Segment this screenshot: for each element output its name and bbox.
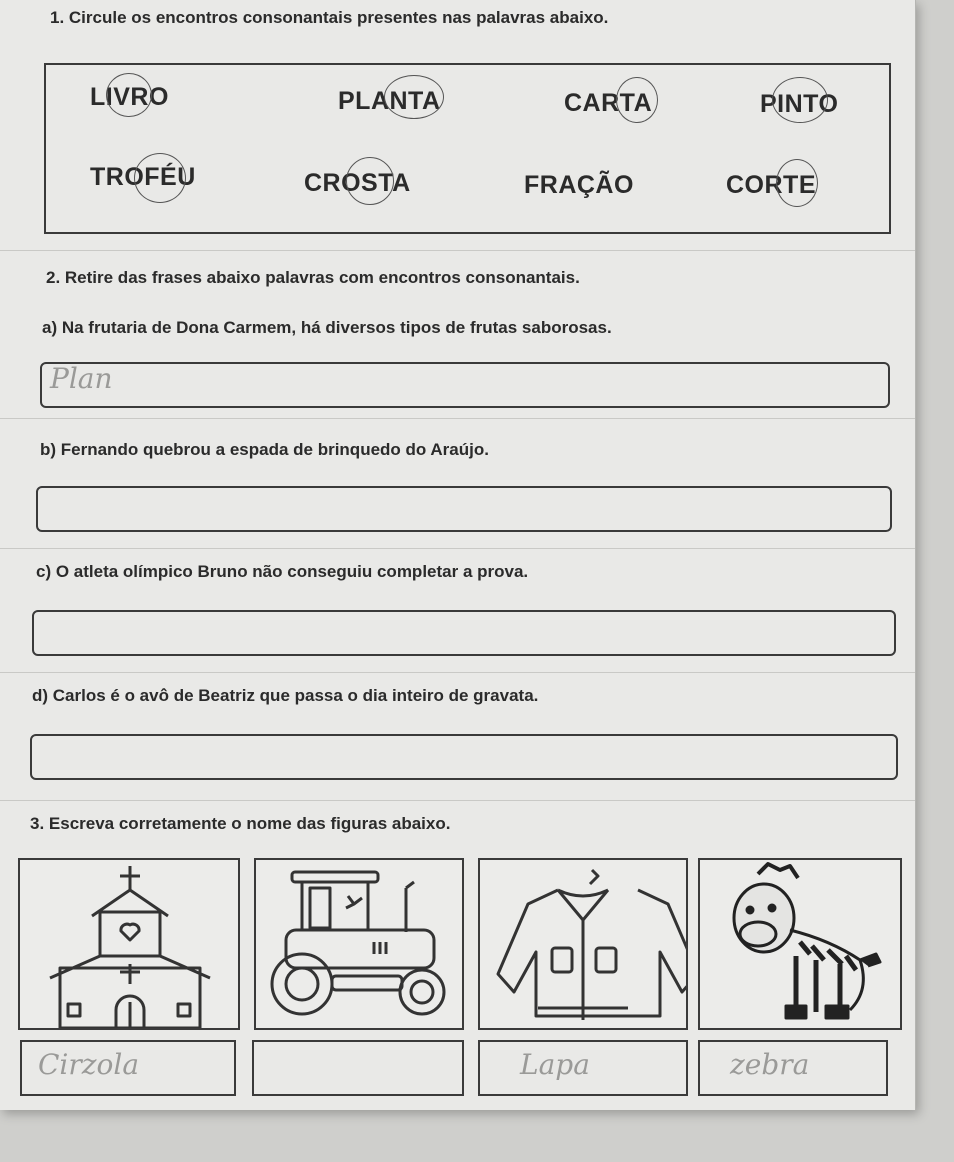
word-pinto: PINTO (760, 90, 839, 118)
handwritten-answer: Cirzola (38, 1048, 140, 1081)
sentence-c: c) O atleta olímpico Bruno não conseguiu completar a prova. (36, 562, 529, 581)
word-livro: LIVRO (90, 83, 169, 111)
exercise-1-title: 1. Circule os encontros consonantais presentes nas palavras abaixo. (50, 8, 609, 27)
answer-box-d[interactable] (30, 734, 898, 780)
pencil-circle (384, 75, 444, 119)
ruled-line (0, 250, 915, 251)
name-box-tractor[interactable] (252, 1040, 464, 1096)
pencil-circle (772, 77, 828, 123)
name-box-zebra[interactable] (698, 1040, 888, 1096)
ruled-line (0, 672, 915, 673)
word-corte: CORTE (726, 171, 816, 199)
picture-box-zebra (698, 858, 902, 1030)
church-icon (20, 860, 238, 1028)
answer-box-c[interactable] (32, 610, 896, 656)
exercise-3-title: 3. Escreva corretamente o nome das figuras abaixo. (30, 814, 451, 833)
ruled-line (0, 418, 915, 419)
zebra-icon (700, 860, 900, 1028)
word-box (44, 63, 891, 234)
pencil-circle (616, 77, 658, 123)
picture-box-church (18, 858, 240, 1030)
pencil-circle (776, 159, 818, 207)
handwritten-answer: Plan (50, 362, 113, 395)
name-box-church[interactable] (20, 1040, 236, 1096)
sentence-b: b) Fernando quebrou a espada de brinquedo do Araújo. (40, 440, 489, 459)
word-trofeu: TROFÉU (90, 163, 196, 191)
word-crosta: CROSTA (304, 169, 411, 197)
ruled-line (0, 548, 915, 549)
jacket-icon (480, 860, 686, 1028)
tractor-icon (256, 860, 462, 1028)
handwritten-answer: Lapa (520, 1048, 590, 1081)
pencil-circle (106, 73, 152, 117)
word-planta: PLANTA (338, 87, 441, 115)
sentence-a: a) Na frutaria de Dona Carmem, há diversos tipos de frutas saborosas. (42, 318, 612, 337)
answer-box-a[interactable] (40, 362, 890, 408)
pencil-circle (134, 153, 186, 203)
exercise-2-title: 2. Retire das frases abaixo palavras com encontros consonantais. (46, 268, 580, 287)
word-fracao: FRAÇÃO (524, 171, 634, 199)
name-box-jacket[interactable] (478, 1040, 688, 1096)
word-carta: CARTA (564, 89, 653, 117)
picture-box-tractor (254, 858, 464, 1030)
picture-box-jacket (478, 858, 688, 1030)
ruled-line (0, 800, 915, 801)
sentence-d: d) Carlos é o avô de Beatriz que passa o dia inteiro de gravata. (32, 686, 539, 705)
handwritten-answer: zebra (730, 1048, 810, 1081)
answer-box-b[interactable] (36, 486, 892, 532)
pencil-circle (346, 157, 394, 205)
